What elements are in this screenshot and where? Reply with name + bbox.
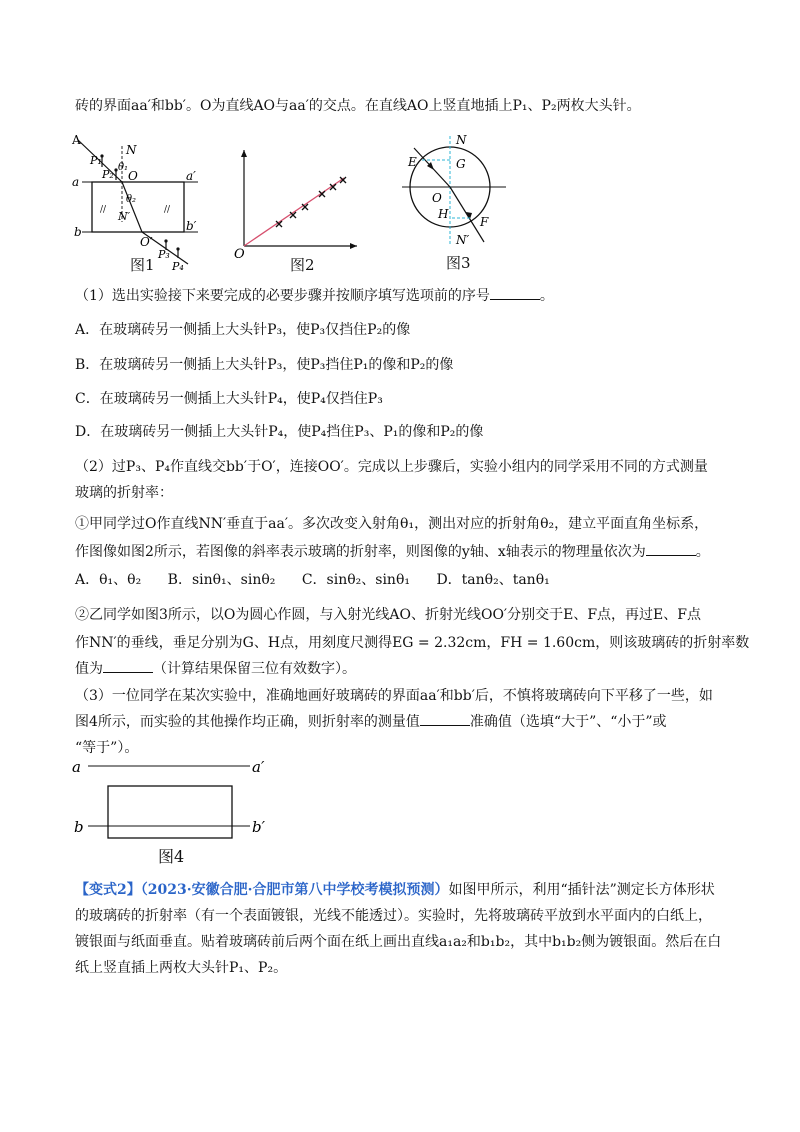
fig1-label-a: a xyxy=(72,175,80,189)
q2-choice-a: A．θ₁、θ₂ xyxy=(75,572,142,588)
fig3-label-O: O xyxy=(432,191,442,205)
fig3-label-H: H xyxy=(438,207,449,221)
q3-line2: 图4所示，而实验的其他操作均正确，则折射率的测量值 准确值（选填“大于”、“小于”或 xyxy=(75,714,667,730)
fig1-label-P3: P₃ xyxy=(158,248,170,261)
q2-line1: （2）过P₃、P₄作直线交bb′于O′，连接OO′。完成以上步骤后，实验小组内的同学采用不同的方式测量 xyxy=(75,459,708,475)
fig3-caption: 图3 xyxy=(446,254,471,272)
intro-text: 砖的界面aa′和bb′。O为直线AO与aa′的交点。在直线AO上竖直地插上P₁、P₂两枚大头针。 xyxy=(75,98,641,114)
fig3-label-N-prime: N′ xyxy=(456,233,470,247)
variant-line3: 镀银面与纸面垂直。贴着玻璃砖前后两个面在纸上画出直线a₁a₂和b₁b₂，其中b₁b₂侧为镀银面。然后在白 xyxy=(75,934,722,950)
fig3-label-N: N xyxy=(456,133,467,147)
q2-choice-b: B．sinθ₁、sinθ₂ xyxy=(167,572,276,588)
variant-line4: 纸上竖直插上两枚大头针P₁、P₂。 xyxy=(75,960,288,976)
fig1-label-P4: P₄ xyxy=(172,260,184,272)
q2-part1-line1: ①甲同学过O作直线NN′垂直于aa′。多次改变入射角θ₁，测出对应的折射角θ₂，建立平面直角坐标系， xyxy=(75,516,709,532)
q3-answer-blank[interactable] xyxy=(420,713,470,726)
q1-option-d: D．在玻璃砖另一侧插上大头针P₄，使P₄挡住P₃、P₁的像和P₂的像 xyxy=(75,424,484,440)
figure-2 xyxy=(232,148,362,273)
q1-option-b: B．在玻璃砖另一侧插上大头针P₃，使P₃挡住P₁的像和P₂的像 xyxy=(75,357,454,373)
q2-choice-d: D．tanθ₂、tanθ₁ xyxy=(436,572,550,588)
fig1-label-a-prime: a′ xyxy=(186,169,196,183)
q1-answer-blank[interactable] xyxy=(490,287,540,300)
q2-part2-line1: ②乙同学如图3所示，以O为圆心作圆，与入射光线AO、折射光线OO′分别交于E、F点，再过E、F点 xyxy=(75,607,701,623)
q1-stem: （1）选出实验接下来要完成的必要步骤并按顺序填写选项前的序号 。 xyxy=(75,288,554,304)
fig1-label-P2: P₂ xyxy=(102,168,114,181)
fig1-label-N: N xyxy=(126,143,137,157)
q2-part2-line3: 值为 （计算结果保留三位有效数字）。 xyxy=(75,661,356,677)
fig4-label-b: b xyxy=(74,818,84,836)
fig2-caption: 图2 xyxy=(290,256,315,274)
fig3-label-E: E xyxy=(408,155,417,169)
fig1-label-A: A xyxy=(72,133,81,147)
fig1-label-N-prime: N′ xyxy=(118,210,131,223)
fig1-caption: 图1 xyxy=(130,256,155,274)
q2-choice-c: C．sinθ₂、sinθ₁ xyxy=(301,572,410,588)
q3-line3: “等于”）。 xyxy=(75,740,139,756)
fig1-label-O-prime: O′ xyxy=(140,235,153,249)
fig4-label-a: a xyxy=(72,758,81,776)
fig1-label-O: O xyxy=(128,169,138,183)
fig1-label-b-prime: b′ xyxy=(186,219,197,233)
figure-3 xyxy=(400,132,510,272)
fig4-label-b-prime: b′ xyxy=(252,818,266,836)
variant-line1: 【变式2】（2023·安徽合肥·合肥市第八中学校考模拟预测）如图甲所示，利用“插针法”测定长方体形状 xyxy=(75,882,715,898)
fig1-label-theta1: θ₁ xyxy=(118,162,129,173)
variant-line2: 的玻璃砖的折射率（有一个表面镀银，光线不能透过）。实验时，先将玻璃砖平放到水平面内的白纸上， xyxy=(75,908,712,924)
svg-text://: // xyxy=(164,205,171,215)
q3-line1: （3）一位同学在某次实验中，准确地画好玻璃砖的界面aa′和bb′后，不慎将玻璃砖向下平移了一些，如 xyxy=(75,688,713,704)
fig1-label-P1: P₁ xyxy=(90,154,102,167)
q2-part2-line2: 作NN′的垂线，垂足分别为G、H点，用刻度尺测得EG = 2.32cm，FH = 1.60cm，则该玻璃砖的折射率数 xyxy=(75,635,750,651)
fig2-label-O: O xyxy=(234,247,245,262)
fig1-label-theta2: θ₂ xyxy=(126,194,137,205)
fig4-label-a-prime: a′ xyxy=(252,758,265,776)
fig3-label-G: G xyxy=(456,157,466,171)
fig3-label-F: F xyxy=(480,215,489,229)
fig4-caption: 图4 xyxy=(158,847,185,866)
fig1-label-b: b xyxy=(74,225,82,239)
variant-tag: 【变式2】（2023·安徽合肥·合肥市第八中学校考模拟预测） xyxy=(75,882,449,898)
figure-4 xyxy=(70,752,280,867)
q2-part2-answer-blank[interactable] xyxy=(103,660,153,673)
q1-option-a: A．在玻璃砖另一侧插上大头针P₃，使P₃仅挡住P₂的像 xyxy=(75,322,411,338)
q2-choices xyxy=(75,570,572,590)
figure-1 xyxy=(70,132,200,272)
q2-part1-answer-blank[interactable] xyxy=(646,543,696,556)
q1-option-c: C．在玻璃砖另一侧插上大头针P₄，使P₄仅挡住P₃ xyxy=(75,391,383,407)
q2-part1-line2: 作图像如图2所示，若图像的斜率表示玻璃的折射率，则图像的y轴、x轴表示的物理量依次为 。 xyxy=(75,544,710,560)
q2-line2: 玻璃的折射率： xyxy=(75,485,173,501)
svg-text://: // xyxy=(100,205,107,215)
